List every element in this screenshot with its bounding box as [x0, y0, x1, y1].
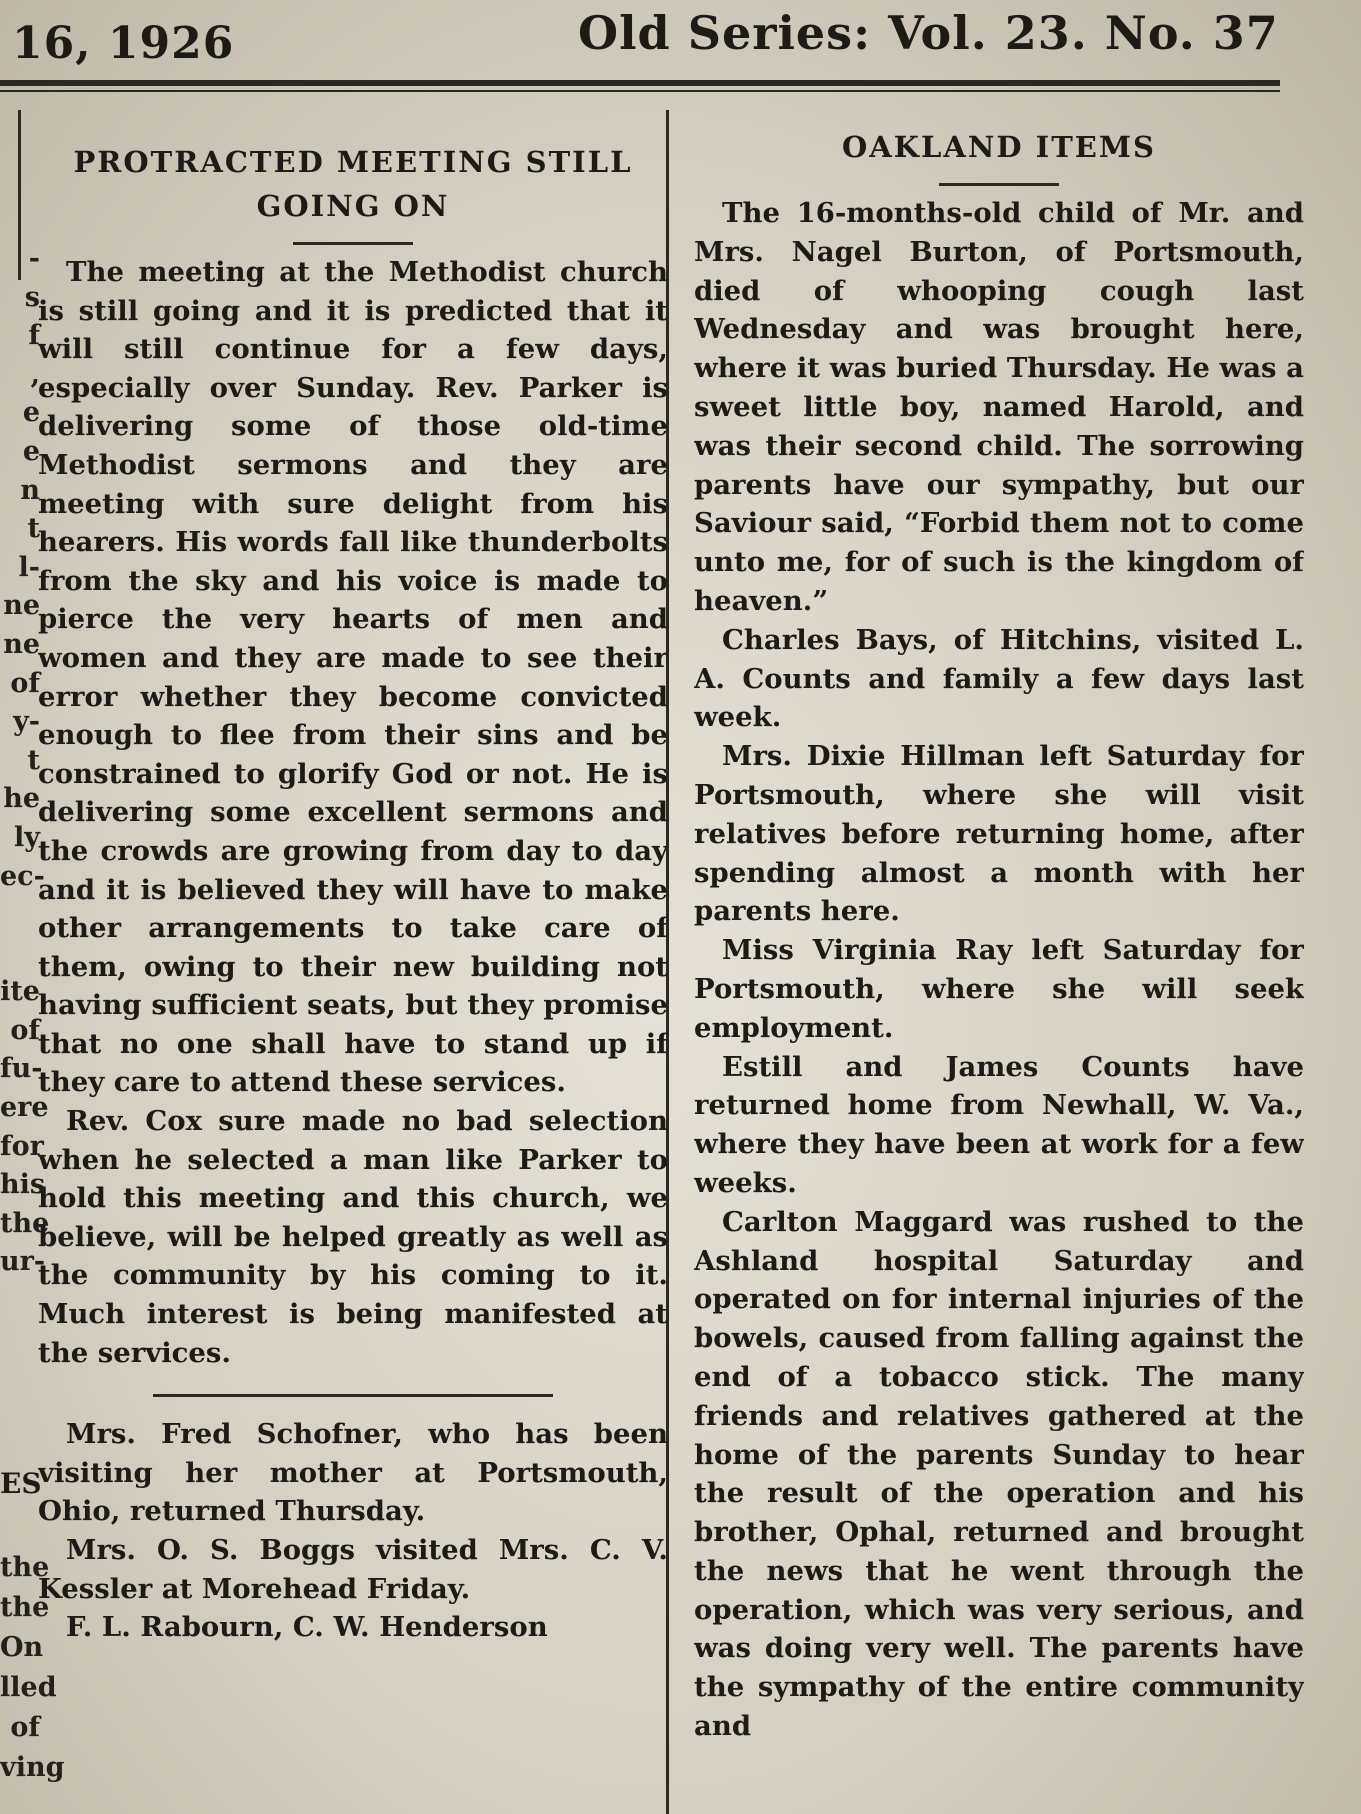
column-protracted-meeting	[38, 140, 668, 1814]
gutter-fragment: the	[0, 1552, 50, 1583]
headline-oakland-items: OAKLAND ITEMS	[842, 130, 1156, 164]
news-item: Estill and James Counts have returned home from Newhall, W. Va., where they have been at work for a few weeks.	[694, 1050, 1304, 1199]
local-item: F. L. Rabourn, C. W. Henderson	[66, 1611, 548, 1644]
gutter-fragment: ec-	[0, 860, 45, 892]
gutter-fragment: ne	[3, 628, 40, 660]
news-item: Miss Virginia Ray left Saturday for Portsmouth, where she will seek employment.	[694, 934, 1304, 1044]
local-item: Mrs. Fred Schofner, who has been visiting her mother at Portsmouth, Ohio, returned Thursday.	[38, 1418, 668, 1528]
gutter-fragment: f	[28, 320, 40, 352]
headline-rule	[293, 242, 413, 245]
column-oakland-items	[694, 125, 1304, 1814]
news-item: Mrs. Dixie Hillman left Saturday for Portsmouth, where she will visit relatives before returning home, after spending almost a month with her parents here.	[694, 740, 1304, 928]
left-gutter-fragments	[0, 240, 50, 1282]
gutter-fragment: s	[24, 281, 40, 313]
issue-date: 16, 1926	[12, 18, 235, 69]
gutter-fragment: ne	[3, 590, 40, 622]
article-paragraph: Rev. Cox sure made no bad selection when he selected a man like Parker to hold this meeting and this church, we believe, will be helped greatly as well as the community by his coming to it. Much interest is being manifested at the services.	[38, 1105, 668, 1369]
headline-line: PROTRACTED MEETING STILL	[73, 145, 633, 179]
gutter-fragment: ur-	[0, 1246, 46, 1278]
gutter-fragment: ere	[0, 1092, 49, 1124]
gutter-fragment: t	[27, 513, 40, 545]
gutter-fragment: for	[0, 1130, 44, 1162]
gutter-fragment: the	[0, 1207, 50, 1239]
headline-line: GOING ON	[256, 189, 450, 223]
masthead-rule-thick	[0, 80, 1280, 86]
masthead	[0, 0, 1361, 80]
gutter-fragment: ite	[0, 976, 40, 1008]
gutter-fragment: fu-	[0, 1053, 43, 1085]
gutter-fragment: of	[10, 667, 40, 699]
headline-protracted-meeting	[38, 140, 668, 228]
news-item: The 16-months-old child of Mr. and Mrs. Nagel Burton, of Portsmouth, died of whooping cough last Wednesday and was brought here, where it was buried Thursday. He was a sweet little boy, named Harold, and was their second child. The sorrowing parents have our sympathy, but our Saviour said, “Forbid them not to come unto me, for of such is the kingdom of heaven.”	[694, 197, 1304, 617]
gutter-section-heading: ES	[0, 1467, 42, 1500]
gutter-fragment: e	[22, 435, 40, 467]
gutter-fragment: he	[3, 783, 40, 815]
gutter-fragment: e	[22, 397, 40, 429]
gutter-fragment: of	[10, 1712, 40, 1743]
gutter-fragment: n	[20, 474, 40, 506]
gutter-fragment: ,	[30, 358, 40, 390]
news-item: Carlton Maggard was rushed to the Ashland hospital Saturday and operated on for internal injuries of the bowels, caused from falling against the end of a tobacco stick. The many friends and relatives gathered at the home of the parents Sunday to hear the result of the operation and his brother, Ophal, returned and brought the news that he went through the operation, which was very serious, and was doing very well. The parents have the sympathy of the entire community and	[694, 1205, 1304, 1743]
section-rule	[153, 1394, 553, 1397]
local-item: Mrs. O. S. Boggs visited Mrs. C. V. Kessler at Morehead Friday.	[38, 1534, 668, 1605]
gutter-fragment: the	[0, 1592, 50, 1623]
gutter-fragment: On	[0, 1632, 44, 1663]
gutter-fragment: of	[10, 1014, 40, 1046]
gutter-fragment: ly	[14, 821, 40, 853]
gutter-fragment: t	[27, 744, 40, 776]
gutter-fragment: l-	[18, 551, 40, 583]
gutter-fragment: y-	[13, 706, 40, 738]
article-paragraph: The meeting at the Methodist church is still going and it is predicted that it will still continue for a few days, especially over Sunday. Rev. Parker is delivering some of those old-time Methodist sermons and they are meeting with sure delight from his hearers. His words fall like thunderbolts from the sky and his voice is made to pierce the very hearts of men and women and they are made to see their error whether they become convicted enough to flee from their sins and be constrained to glorify God or not. He is delivering some excellent sermons and the crowds are growing from day to day and it is believed they will have to make other arrangements to take care of them, owing to their new building not having sufficient seats, but they promise that no one shall have to stand up if they care to attend these services.	[38, 256, 668, 1099]
gutter-fragment: ving	[0, 1752, 65, 1783]
news-item: Charles Bays, of Hitchins, visited L. A. Counts and family a few days last week.	[694, 623, 1304, 734]
gutter-fragment: his	[0, 1169, 46, 1201]
headline-rule	[939, 183, 1059, 186]
masthead-rule-thin	[0, 90, 1280, 92]
left-gutter-fragments-bottom	[0, 1548, 65, 1788]
gutter-fragment: lled	[0, 1672, 57, 1703]
gutter-fragment: -	[28, 243, 40, 274]
series-volume-number: Old Series: Vol. 23. No. 37	[578, 6, 1279, 60]
